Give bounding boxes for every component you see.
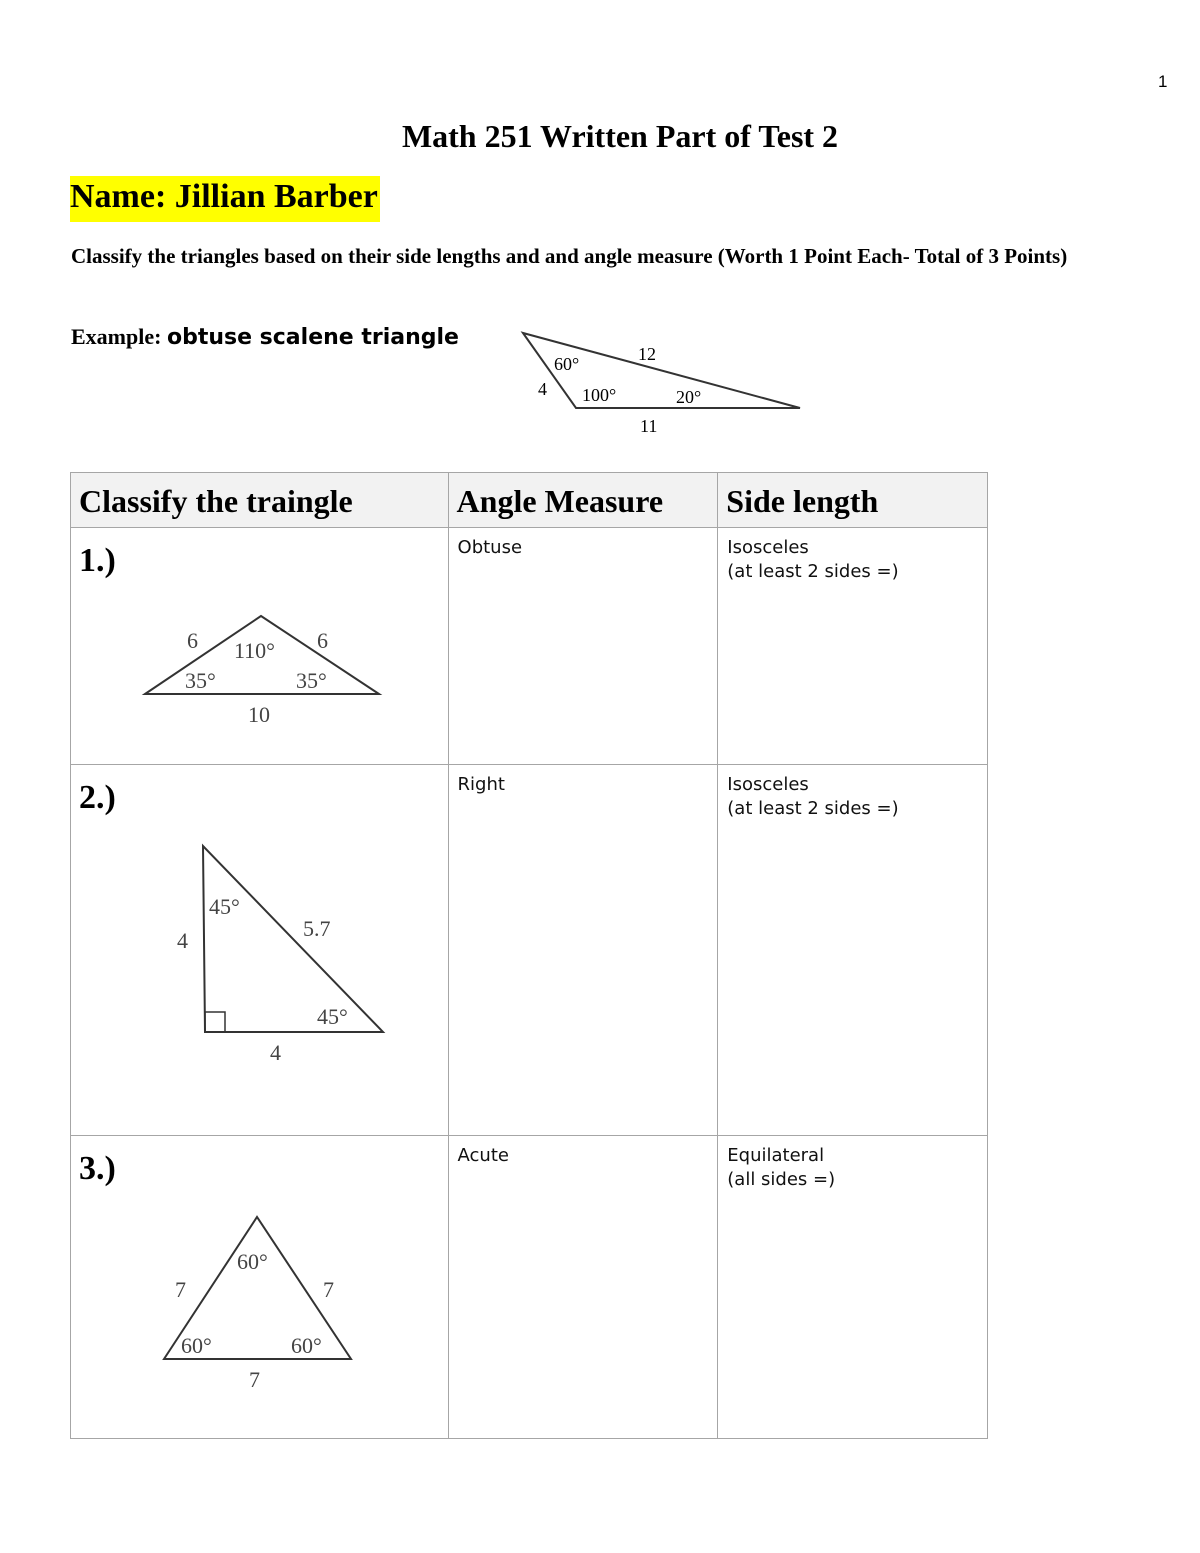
triangle-figure-1 [141, 608, 391, 728]
angle-measure-answer: Acute [457, 1145, 509, 1166]
problem-cell-2 [71, 765, 449, 1136]
angle-measure-cell-3 [448, 1136, 718, 1439]
angle-measure-answer: Right [457, 774, 505, 795]
angle-measure-cell-2 [448, 765, 718, 1136]
triangle1-angle-top: 110° [234, 638, 275, 663]
triangle3-side-bottom: 7 [249, 1367, 260, 1391]
example-line [71, 324, 459, 350]
example-side-bottom: 11 [640, 416, 658, 436]
triangle2-side-hypotenuse: 5.7 [303, 916, 331, 941]
problem-cell-3 [71, 1136, 449, 1439]
header-classify: Classify the traingle [71, 473, 449, 528]
table-row [71, 765, 988, 1136]
example-angle-top: 60° [554, 354, 580, 374]
table-row [71, 1136, 988, 1439]
side-length-type: Isosceles [727, 774, 809, 795]
triangle1-angle-right: 35° [296, 668, 327, 693]
triangle3-side-right: 7 [323, 1277, 334, 1302]
side-length-note: (all sides =) [727, 1169, 836, 1190]
problem-number: 3.) [79, 1150, 116, 1187]
triangle1-side-right: 6 [317, 628, 328, 653]
student-name: Name: Jillian Barber [70, 176, 380, 222]
triangle1-side-left: 6 [187, 628, 198, 653]
side-length-note: (at least 2 sides =) [727, 561, 899, 582]
header-angle-measure: Angle Measure [448, 473, 718, 528]
side-length-cell-2 [718, 765, 988, 1136]
triangle2-angle-top: 45° [209, 894, 240, 919]
triangle-figure-2 [171, 840, 401, 1070]
page-number: 1 [1158, 72, 1168, 91]
problem-number: 2.) [79, 779, 116, 816]
triangle3-angle-top: 60° [237, 1249, 268, 1274]
triangle2-angle-right: 45° [317, 1004, 348, 1029]
triangle2-side-left: 4 [177, 928, 188, 953]
side-length-answer [718, 528, 987, 584]
triangle2-side-bottom: 4 [270, 1040, 281, 1065]
triangle3-angle-left: 60° [181, 1333, 212, 1358]
example-triangle-figure [518, 328, 808, 443]
side-length-note: (at least 2 sides =) [727, 798, 899, 819]
table-row [71, 528, 988, 765]
triangle3-angle-right: 60° [291, 1333, 322, 1358]
triangle1-side-bottom: 10 [248, 702, 270, 727]
page-title: Math 251 Written Part of Test 2 [401, 118, 839, 154]
side-length-type: Isosceles [727, 537, 809, 558]
classification-table [70, 472, 988, 1439]
triangle1-angle-left: 35° [185, 668, 216, 693]
side-length-answer [718, 1136, 987, 1192]
problem-number: 1.) [79, 542, 116, 579]
triangle3-side-left: 7 [175, 1277, 186, 1302]
example-label: Example: [71, 324, 162, 349]
example-side-top: 12 [638, 344, 656, 364]
angle-measure-answer: Obtuse [457, 537, 523, 558]
example-answer: obtuse scalene triangle [166, 325, 459, 350]
side-length-answer [718, 765, 987, 821]
side-length-cell-1 [718, 528, 988, 765]
side-length-cell-3 [718, 1136, 988, 1439]
example-side-left: 4 [538, 379, 547, 399]
triangle-figure-3 [159, 1211, 369, 1391]
header-side-length: Side length [718, 473, 988, 528]
angle-measure-cell-1 [448, 528, 718, 765]
instructions: Classify the triangles based on their side lengths and and angle measure (Worth 1 Point Each- Total of 3 Points) [71, 244, 1068, 268]
example-angle-right: 20° [676, 387, 702, 407]
side-length-type: Equilateral [727, 1145, 825, 1166]
table-header-row [71, 473, 988, 528]
problem-cell-1 [71, 528, 449, 765]
example-angle-bottom-left: 100° [582, 385, 617, 405]
